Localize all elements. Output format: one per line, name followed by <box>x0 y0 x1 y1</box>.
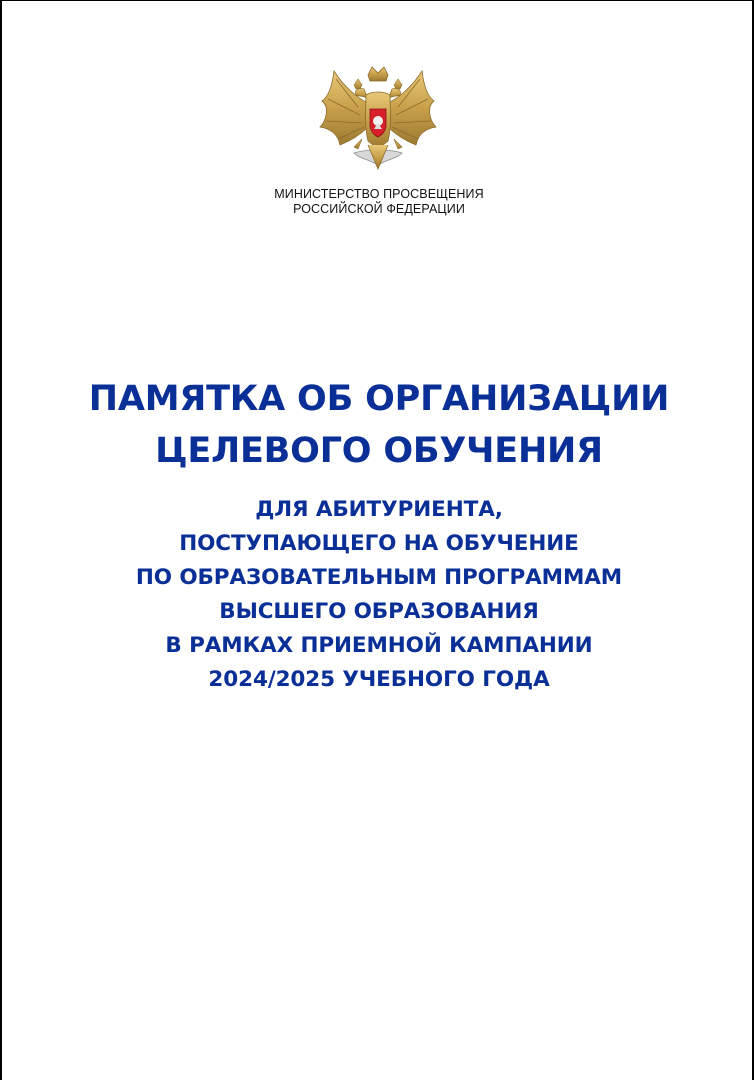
document-title-line2: ЦЕЛЕВОГО ОБУЧЕНИЯ <box>155 431 603 471</box>
document-subtitle-line: ДЛЯ АБИТУРИЕНТА, <box>255 497 503 522</box>
eagle-emblem-icon <box>314 65 442 173</box>
document-title <box>2 373 754 477</box>
ministry-name-line1: МИНИСТЕРСТВО ПРОСВЕЩЕНИЯ <box>274 187 484 201</box>
document-subtitle-line: ПО ОБРАЗОВАТЕЛЬНЫМ ПРОГРАММАМ <box>135 565 623 590</box>
document-subtitle <box>2 493 754 697</box>
document-subtitle-line: ПОСТУПАЮЩЕГО НА ОБУЧЕНИЕ <box>179 531 579 556</box>
ministry-name-line2: РОССИЙСКОЙ ФЕДЕРАЦИИ <box>293 202 465 216</box>
document-subtitle-line: 2024/2025 УЧЕБНОГО ГОДА <box>208 667 550 692</box>
document-title-line1: ПАМЯТКА ОБ ОРГАНИЗАЦИИ <box>88 379 670 419</box>
document-subtitle-line: ВЫСШЕГО ОБРАЗОВАНИЯ <box>219 599 539 624</box>
document-subtitle-line: В РАМКАХ ПРИЕМНОЙ КАМПАНИИ <box>165 633 593 658</box>
ministry-name <box>2 187 754 217</box>
